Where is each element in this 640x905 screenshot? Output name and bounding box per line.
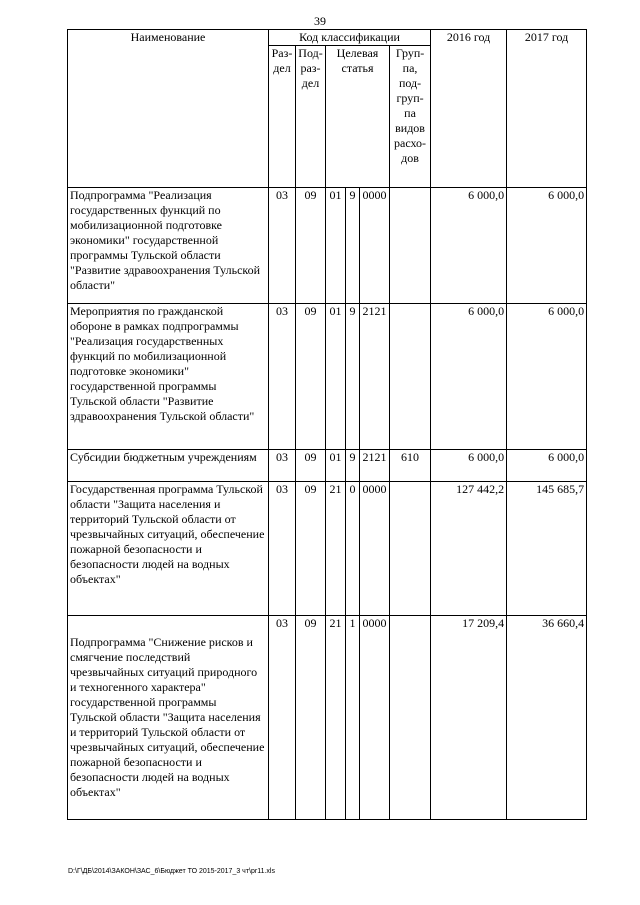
row-group [390, 616, 431, 820]
header-section: Раз- дел [269, 46, 296, 188]
row-subsection: 09 [296, 482, 326, 616]
row-target-1: 01 [326, 450, 346, 482]
table-row [68, 304, 587, 450]
row-group [390, 304, 431, 450]
header-year-2016: 2016 год [431, 30, 507, 188]
header-classification: Код классификации [269, 30, 431, 46]
row-group [390, 482, 431, 616]
row-name: Государственная программа Тульской области "Защита населения и территорий Тульской области от чрезвычайных ситуаций, обеспечение пожарной безопасности и безопасности людей на водных объектах" [68, 482, 269, 616]
budget-table [67, 29, 587, 820]
row-2016: 127 442,2 [431, 482, 507, 616]
row-target-3: 0000 [360, 188, 390, 304]
row-target-1: 21 [326, 482, 346, 616]
row-target-1: 01 [326, 188, 346, 304]
row-group [390, 188, 431, 304]
row-2017: 145 685,7 [507, 482, 587, 616]
row-2017: 36 660,4 [507, 616, 587, 820]
row-2017: 6 000,0 [507, 304, 587, 450]
row-subsection: 09 [296, 188, 326, 304]
table-row [68, 188, 587, 304]
row-target-3: 2121 [360, 450, 390, 482]
row-section: 03 [269, 450, 296, 482]
row-2016: 17 209,4 [431, 616, 507, 820]
row-target-2: 0 [346, 482, 360, 616]
row-subsection: 09 [296, 616, 326, 820]
row-name: Подпрограмма "Снижение рисков и смягчение последствий чрезвычайных ситуаций природного и техногенного характера" государственной программы Тульской области "Защита населения и территорий Тульской области от чрезвычайных ситуаций, обеспечение пожарной безопасности и безопасности людей на водных объектах" [68, 616, 269, 820]
row-target-3: 2121 [360, 304, 390, 450]
row-target-2: 9 [346, 188, 360, 304]
file-path-footer: D:\Г\ДБ\2014\ЗАКОН\ЗАС_6\Бюджет ТО 2015-2017_3 чт\pr11.xls [68, 868, 275, 875]
row-name: Подпрограмма "Реализация государственных функций по мобилизационной подготовке экономики" государственной программы Тульской области "Развитие здравоохранения Тульской области" [68, 188, 269, 304]
row-subsection: 09 [296, 304, 326, 450]
header-expense-group: Груп- па, под- груп- па видов расхо- дов [390, 46, 431, 188]
row-2016: 6 000,0 [431, 450, 507, 482]
row-target-1: 01 [326, 304, 346, 450]
header-subsection: Под- раз- дел [296, 46, 326, 188]
row-section: 03 [269, 482, 296, 616]
row-name: Субсидии бюджетным учреждениям [68, 450, 269, 482]
row-target-2: 9 [346, 450, 360, 482]
row-target-3: 0000 [360, 482, 390, 616]
row-group: 610 [390, 450, 431, 482]
row-target-2: 9 [346, 304, 360, 450]
header-name: Наименование [68, 30, 269, 188]
row-target-1: 21 [326, 616, 346, 820]
row-target-2: 1 [346, 616, 360, 820]
row-subsection: 09 [296, 450, 326, 482]
row-section: 03 [269, 616, 296, 820]
row-section: 03 [269, 188, 296, 304]
row-name: Мероприятия по гражданской обороне в рамках подпрограммы "Реализация государственных функций по мобилизационной подготовке экономики" государственной программы Тульской области "Развитие здравоохранения Тульской области" [68, 304, 269, 450]
row-2017: 6 000,0 [507, 188, 587, 304]
row-target-3: 0000 [360, 616, 390, 820]
table-row [68, 450, 587, 482]
row-2016: 6 000,0 [431, 304, 507, 450]
table-row [68, 482, 587, 616]
row-section: 03 [269, 304, 296, 450]
row-2017: 6 000,0 [507, 450, 587, 482]
header-year-2017: 2017 год [507, 30, 587, 188]
header-target-article: Целевая статья [326, 46, 390, 188]
table-row [68, 616, 587, 820]
row-2016: 6 000,0 [431, 188, 507, 304]
page-number: 39 [314, 14, 326, 28]
